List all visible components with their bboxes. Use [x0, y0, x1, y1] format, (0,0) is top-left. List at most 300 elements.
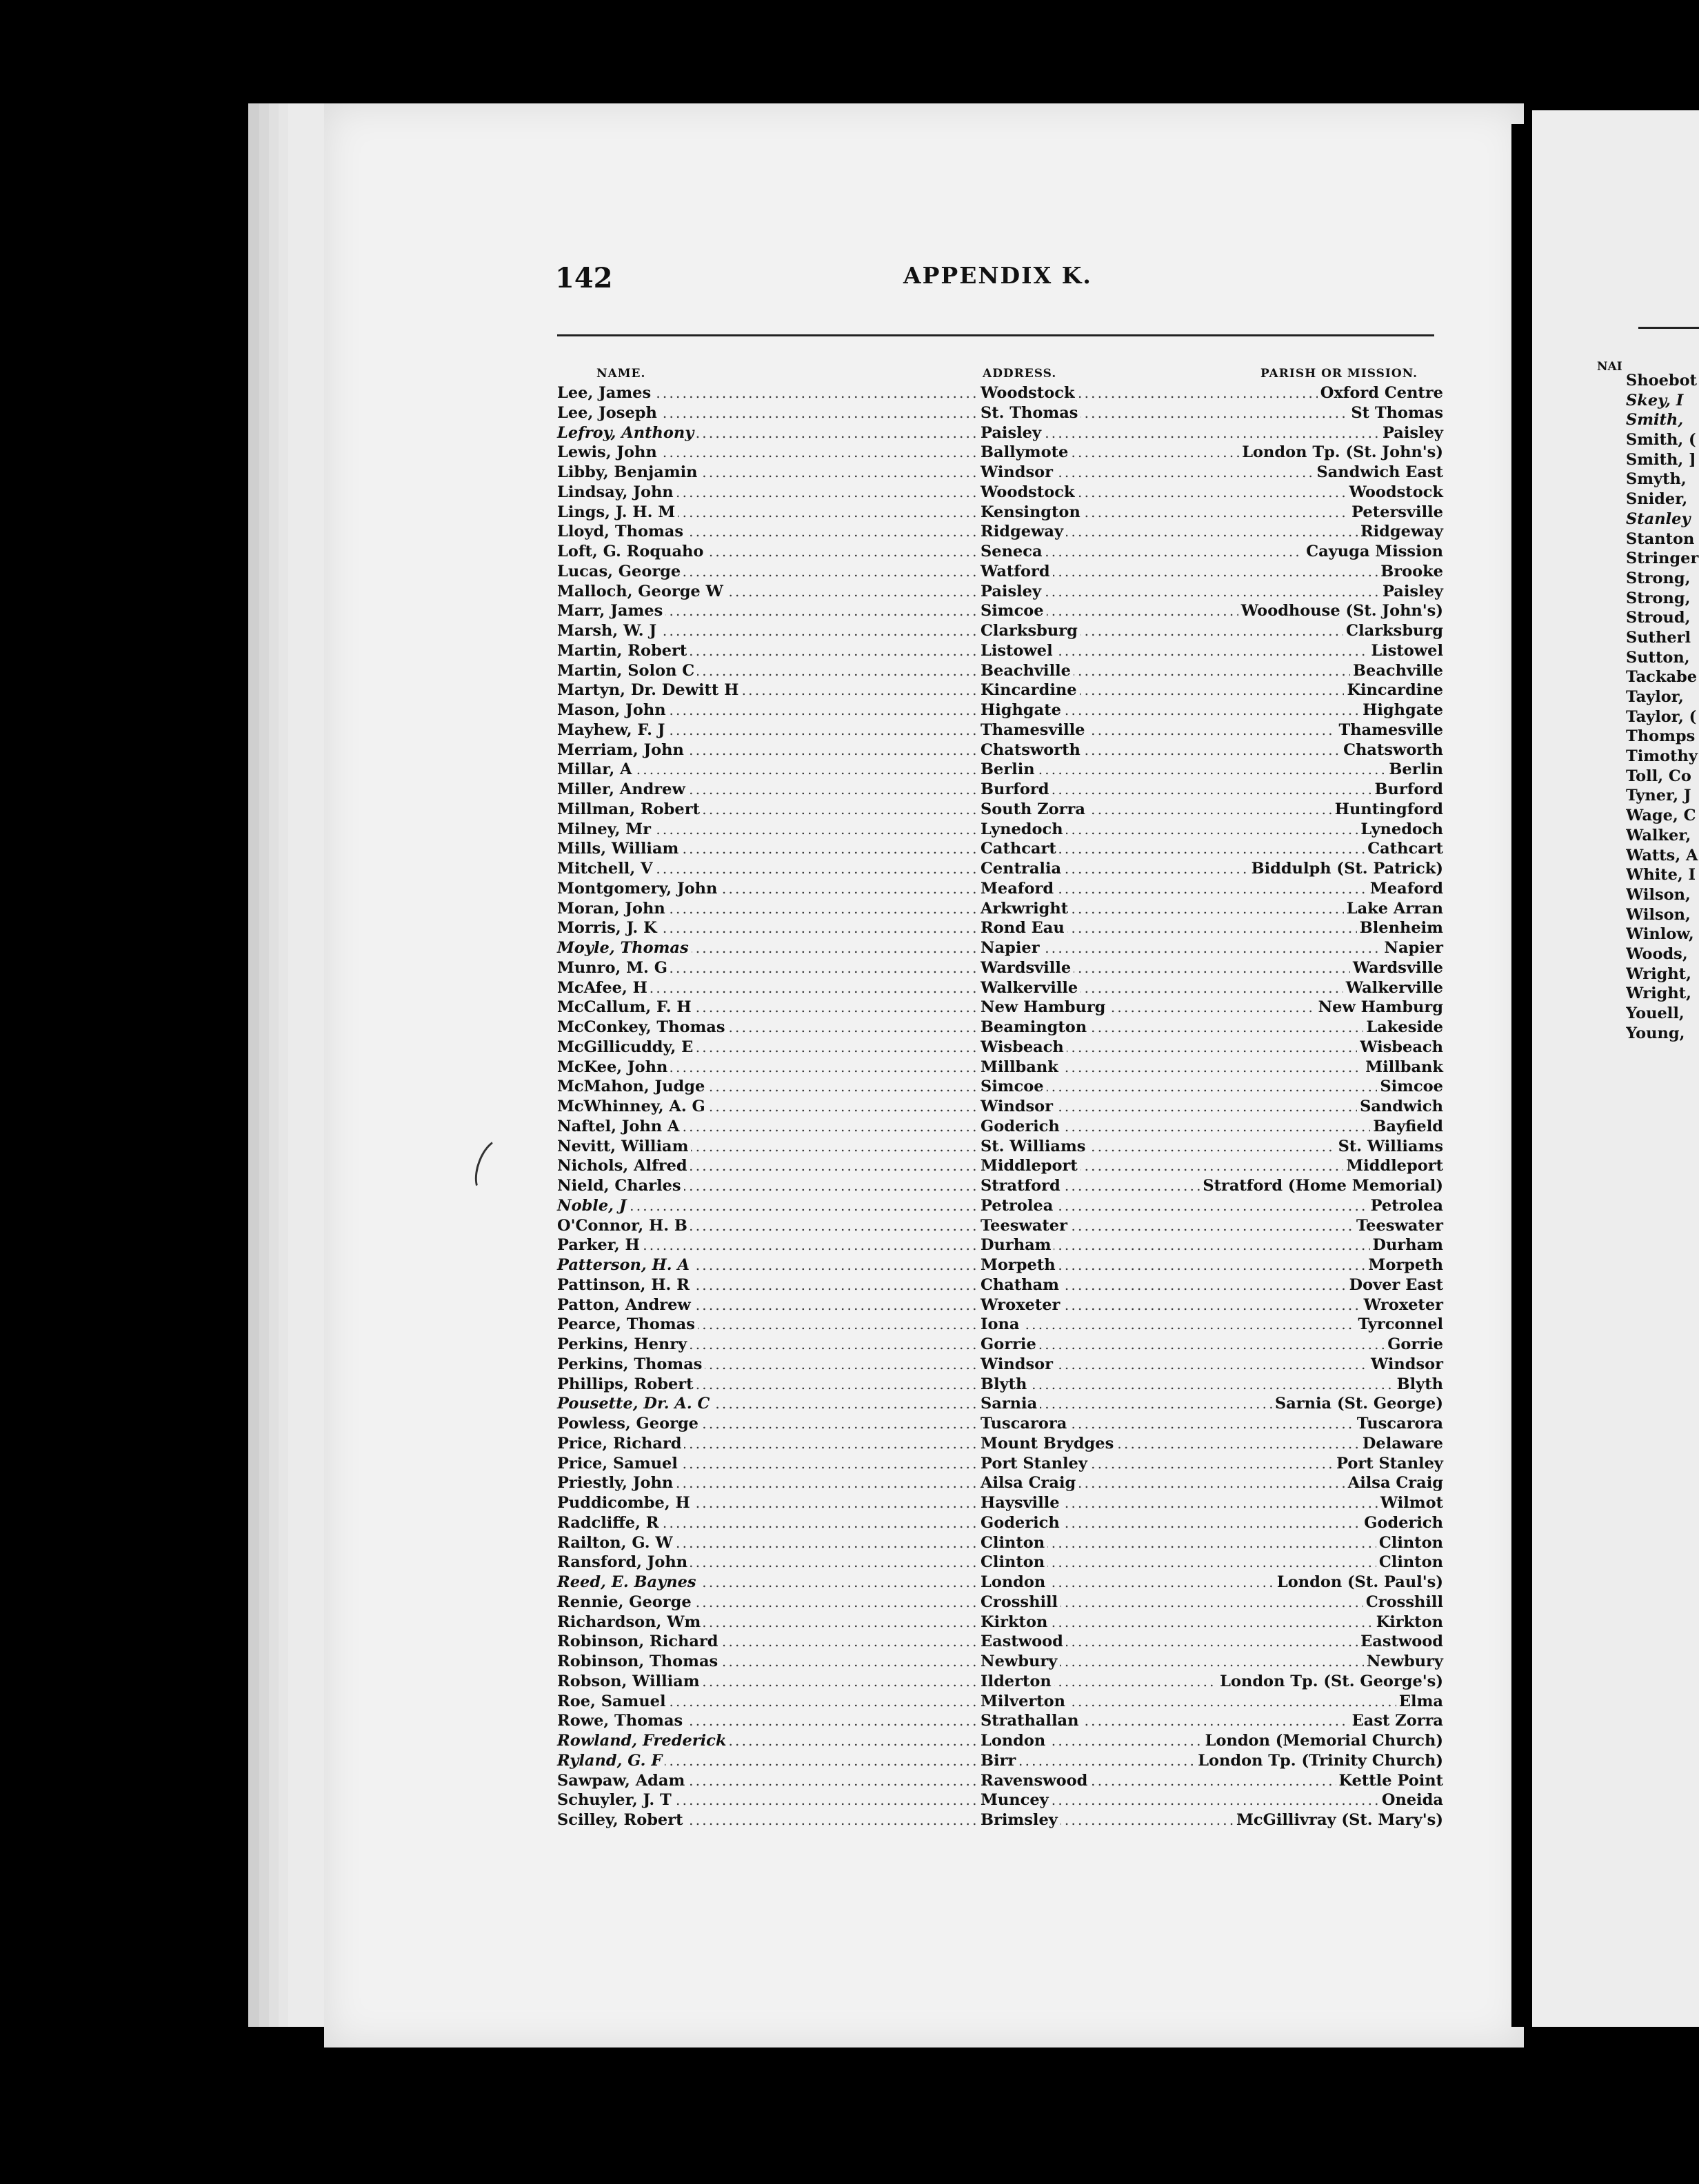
entry-parish: Dover East [1347, 1275, 1443, 1295]
right-page-entry: Sutton, [1626, 648, 1690, 667]
entry-parish: Teeswater [1354, 1216, 1443, 1236]
entry-list [557, 383, 1443, 1830]
entry-name: Millman, Robert [557, 800, 703, 820]
right-page-entry: Woods, [1626, 944, 1688, 963]
entry-address: Haysville [978, 1493, 1063, 1513]
entry-address: Mount Brydges [978, 1434, 1116, 1454]
entry-name: Patton, Andrew [557, 1295, 694, 1315]
entry-name: Patterson, H. A [557, 1255, 692, 1275]
entry-address: Kirkton [978, 1612, 1050, 1632]
entry-parish: Wisbeach [1357, 1038, 1443, 1058]
entry-parish: Napier [1381, 938, 1443, 958]
entry-name: Morris, J. K [557, 918, 660, 938]
table-row [557, 621, 1443, 641]
entry-parish: Lynedoch [1358, 820, 1443, 840]
entry-name: Schuyler, J. T [557, 1790, 674, 1810]
entry-name: Noble, J [557, 1196, 629, 1216]
entry-parish: Tyrconnel [1356, 1315, 1444, 1335]
page-header [555, 262, 1438, 303]
entry-name: Puddicombe, H [557, 1493, 693, 1513]
right-page-entry: Wright, [1626, 964, 1691, 983]
column-head-parish: PARISH OR MISSION. [1260, 367, 1418, 381]
table-row [557, 1355, 1443, 1375]
right-page-entry: Tyner, J [1626, 787, 1691, 805]
right-page-entry: Strong, [1626, 569, 1691, 587]
entry-name: Mills, William [557, 839, 681, 859]
table-row [557, 443, 1443, 463]
entry-name: Mayhew, F. J [557, 720, 667, 740]
table-row [557, 1672, 1443, 1692]
entry-name: Moran, John [557, 899, 668, 919]
table-row [557, 661, 1443, 681]
entry-name: O'Connor, H. B [557, 1216, 690, 1236]
entry-address: Kincardine [978, 680, 1080, 700]
table-row [557, 582, 1443, 602]
right-page-rule [1638, 327, 1699, 329]
entry-address: Centralia [978, 859, 1064, 879]
entry-parish: Stratford (Home Memorial) [1200, 1176, 1443, 1196]
right-page-column-head: NAI [1597, 360, 1622, 374]
right-page-entry: Taylor, ( [1626, 707, 1697, 726]
right-page-entry: Thomps [1626, 727, 1696, 746]
column-head-address: ADDRESS. [983, 367, 1057, 381]
entry-address: Wroxeter [978, 1295, 1063, 1315]
entry-name: Perkins, Thomas [557, 1355, 705, 1375]
table-row [557, 1593, 1443, 1612]
entry-address: Ravenswood [978, 1771, 1090, 1791]
entry-parish: Sandwich [1357, 1097, 1443, 1117]
entry-address: Muncey [978, 1790, 1052, 1810]
entry-name: Rennie, George [557, 1593, 694, 1612]
entry-name: Nield, Charles [557, 1176, 684, 1196]
entry-name: Lloyd, Thomas [557, 522, 686, 542]
entry-parish: Oxford Centre [1318, 383, 1443, 403]
entry-name: Martyn, Dr. Dewitt H [557, 680, 741, 700]
entry-name: Rowe, Thomas [557, 1711, 685, 1731]
right-page-entry: Snider, [1626, 490, 1688, 509]
entry-name: Radcliffe, R [557, 1513, 661, 1533]
table-row [557, 1652, 1443, 1672]
table-row [557, 720, 1443, 740]
entry-name: Martin, Solon C [557, 661, 697, 681]
entry-name: Price, Samuel [557, 1454, 681, 1474]
table-row [557, 423, 1443, 443]
entry-parish: Blyth [1394, 1375, 1443, 1395]
right-page-entry: Tackabe [1626, 668, 1698, 687]
entry-name: Ransford, John [557, 1553, 690, 1573]
entry-address: Beachville [978, 661, 1074, 681]
right-page-entry: Stringer [1626, 549, 1699, 568]
entry-address: Clinton [978, 1553, 1047, 1573]
table-row [557, 1473, 1443, 1493]
entry-name: McGillicuddy, E [557, 1038, 696, 1058]
entry-name: Pousette, Dr. A. C [557, 1394, 712, 1414]
entry-name: Ryland, G. F [557, 1751, 665, 1771]
running-title: APPENDIX K. [903, 262, 1092, 289]
entry-address: St. Williams [978, 1137, 1088, 1157]
right-page-entry: Smith, ] [1626, 450, 1696, 469]
entry-parish: McGillivray (St. Mary's) [1234, 1810, 1443, 1830]
table-row [557, 1117, 1443, 1137]
entry-name: Perkins, Henry [557, 1335, 690, 1355]
entry-name: Loft, G. Roquaho [557, 542, 706, 562]
table-row [557, 503, 1443, 523]
right-page-entry: Wilson, [1626, 905, 1691, 924]
entry-address: Listowel [978, 641, 1056, 661]
entry-parish: Petrolea [1368, 1196, 1443, 1216]
entry-name: Lefroy, Anthony [557, 423, 696, 443]
entry-name: Montgomery, John [557, 879, 720, 899]
entry-name: Milney, Mr [557, 820, 654, 840]
entry-parish: Berlin [1386, 760, 1443, 780]
entry-address: Brimsley [978, 1810, 1060, 1830]
entry-parish: London Tp. (St. John's) [1239, 443, 1443, 463]
table-row [557, 800, 1443, 820]
table-row [557, 1810, 1443, 1830]
table-row [557, 780, 1443, 800]
entry-parish: Brooke [1378, 562, 1443, 582]
entry-parish: Morpeth [1365, 1255, 1443, 1275]
table-row [557, 839, 1443, 859]
entry-parish: Lakeside [1363, 1018, 1443, 1038]
entry-name: Libby, Benjamin [557, 463, 701, 483]
entry-address: Walkerville [978, 978, 1080, 998]
right-page-entry: Wilson, [1626, 885, 1691, 904]
entry-name: McMahon, Judge [557, 1077, 707, 1097]
table-row [557, 1493, 1443, 1513]
table-row [557, 899, 1443, 919]
entry-name: Millar, A [557, 760, 634, 780]
table-row [557, 1156, 1443, 1176]
entry-name: Richardson, Wm [557, 1612, 703, 1632]
right-page-entry: Shoebot [1626, 372, 1698, 390]
entry-address: Berlin [978, 760, 1038, 780]
entry-address: Beamington [978, 1018, 1089, 1038]
entry-parish: Beachville [1350, 661, 1443, 681]
table-row [557, 958, 1443, 978]
entry-parish: Wilmot [1378, 1493, 1443, 1513]
right-page-entry: Winlow, [1626, 925, 1694, 944]
entry-address: Wisbeach [978, 1038, 1067, 1058]
entry-address: Clinton [978, 1533, 1047, 1553]
entry-address: Strathallan [978, 1711, 1081, 1731]
entry-address: Ballymote [978, 443, 1071, 463]
table-row [557, 1295, 1443, 1315]
right-page-entry: Strong, [1626, 589, 1691, 607]
entry-address: Teeswater [978, 1216, 1070, 1236]
table-row [557, 1235, 1443, 1255]
right-page-entry: Young, [1626, 1024, 1685, 1042]
table-row [557, 403, 1443, 423]
entry-address: Woodstock [978, 483, 1078, 503]
entry-parish: Cayuga Mission [1303, 542, 1443, 562]
right-page-entry: Stanton [1626, 529, 1695, 548]
entry-parish: Highgate [1360, 700, 1443, 720]
entry-parish: Blenheim [1357, 918, 1443, 938]
entry-name: Miller, Andrew [557, 780, 688, 800]
table-row [557, 641, 1443, 661]
table-row [557, 1771, 1443, 1791]
table-row [557, 1275, 1443, 1295]
entry-parish: Woodstock [1346, 483, 1443, 503]
right-page-entry: Smith, ( [1626, 431, 1696, 449]
entry-name: Powless, George [557, 1414, 701, 1434]
entry-name: Roe, Samuel [557, 1692, 669, 1712]
right-page-entry: Stroud, [1626, 609, 1691, 627]
table-row [557, 1434, 1443, 1454]
entry-name: Merriam, John [557, 740, 687, 760]
table-row [557, 1612, 1443, 1632]
entry-parish: Meaford [1367, 879, 1443, 899]
table-row [557, 760, 1443, 780]
table-row [557, 1077, 1443, 1097]
entry-parish: Goderich [1361, 1513, 1443, 1533]
entry-address: Seneca [978, 542, 1045, 562]
table-row [557, 1731, 1443, 1751]
entry-address: Meaford [978, 879, 1056, 899]
table-row [557, 1038, 1443, 1058]
entry-address: Lynedoch [978, 820, 1066, 840]
entry-address: New Hamburg [978, 998, 1108, 1018]
entry-parish: Newbury [1364, 1652, 1443, 1672]
entry-address: Stratford [978, 1176, 1063, 1196]
table-row [557, 562, 1443, 582]
right-page-entry: Sutherl [1626, 628, 1691, 647]
table-row [557, 820, 1443, 840]
entry-address: Cathcart [978, 839, 1059, 859]
entry-address: Birr [978, 1751, 1018, 1771]
entry-parish: St Thomas [1348, 403, 1443, 423]
right-page-entry: Walker, [1626, 826, 1691, 845]
table-row [557, 1018, 1443, 1038]
column-head-name: NAME. [596, 367, 646, 381]
entry-parish: London (St. Paul's) [1274, 1573, 1443, 1593]
entry-name: McCallum, F. H [557, 998, 694, 1018]
entry-name: Lucas, George [557, 562, 683, 582]
entry-address: Clarksburg [978, 621, 1080, 641]
entry-address: Blyth [978, 1375, 1029, 1395]
right-page-entry: Toll, Co [1626, 767, 1691, 785]
entry-parish: Bayfield [1370, 1117, 1443, 1137]
entry-address: Kensington [978, 503, 1083, 523]
entry-parish: Middleport [1343, 1156, 1443, 1176]
right-page-entry: Taylor, [1626, 688, 1684, 706]
table-row [557, 601, 1443, 621]
entry-address: Morpeth [978, 1255, 1058, 1275]
table-row [557, 700, 1443, 720]
entry-parish: St. Williams [1336, 1137, 1443, 1157]
table-row [557, 918, 1443, 938]
entry-parish: Millbank [1363, 1058, 1443, 1078]
entry-parish: New Hamburg [1316, 998, 1443, 1018]
table-row [557, 1751, 1443, 1771]
entry-parish: Paisley [1380, 423, 1443, 443]
entry-address: Paisley [978, 423, 1044, 443]
entry-parish: East Zorra [1349, 1711, 1443, 1731]
entry-name: Price, Richard [557, 1434, 684, 1454]
entry-address: Simcoe [978, 1077, 1047, 1097]
entry-address: Rond Eau [978, 918, 1067, 938]
entry-parish: Port Stanley [1334, 1454, 1443, 1474]
entry-name: Parker, H [557, 1235, 643, 1255]
page-number: 142 [555, 262, 613, 294]
entry-name: Rowland, Frederick [557, 1731, 729, 1751]
entry-address: Ailsa Craig [978, 1473, 1078, 1493]
entry-parish: Wroxeter [1361, 1295, 1443, 1315]
entry-address: Goderich [978, 1117, 1063, 1137]
entry-parish: Listowel [1368, 641, 1443, 661]
entry-address: Eastwood [978, 1632, 1066, 1652]
table-row [557, 1454, 1443, 1474]
entry-address: South Zorra [978, 800, 1088, 820]
entry-address: Tuscarora [978, 1414, 1069, 1434]
entry-name: Marr, James [557, 601, 665, 621]
entry-address: Windsor [978, 1097, 1056, 1117]
right-page-entry-list [1626, 371, 1699, 1043]
entry-name: Lings, J. H. M [557, 503, 678, 523]
entry-parish: Thamesville [1336, 720, 1443, 740]
right-page-entry: Timothy [1626, 747, 1698, 766]
entry-name: Martin, Robert [557, 641, 690, 661]
entry-address: Simcoe [978, 601, 1047, 621]
entry-parish: London Tp. (Trinity Church) [1195, 1751, 1443, 1771]
table-row [557, 1097, 1443, 1117]
table-row [557, 1513, 1443, 1533]
entry-address: Goderich [978, 1513, 1063, 1533]
entry-parish: Lake Arran [1344, 899, 1443, 919]
entry-address: Arkwright [978, 899, 1071, 919]
entry-address: Wardsville [978, 958, 1074, 978]
right-page-entry: Wright, [1626, 984, 1691, 1003]
entry-address: Durham [978, 1235, 1054, 1255]
entry-address: Milverton [978, 1692, 1068, 1712]
entry-name: Robson, William [557, 1672, 703, 1692]
table-row [557, 463, 1443, 483]
table-row [557, 1533, 1443, 1553]
entry-address: Port Stanley [978, 1454, 1090, 1474]
table-row [557, 1058, 1443, 1078]
entry-address: Watford [978, 562, 1053, 582]
right-page-entry: Youell, [1626, 1004, 1685, 1022]
entry-name: McConkey, Thomas [557, 1018, 728, 1038]
entry-address: Sarnia [978, 1394, 1040, 1414]
entry-name: McWhinney, A. G [557, 1097, 708, 1117]
table-row [557, 483, 1443, 503]
entry-address: Windsor [978, 1355, 1056, 1375]
entry-parish: Delaware [1360, 1434, 1443, 1454]
entry-parish: Paisley [1380, 582, 1443, 602]
entry-address: Millbank [978, 1058, 1061, 1078]
entry-name: Marsh, W. J [557, 621, 659, 641]
table-row [557, 1137, 1443, 1157]
entry-parish: Clinton [1376, 1533, 1443, 1553]
entry-parish: Ailsa Craig [1345, 1473, 1443, 1493]
entry-parish: Wardsville [1350, 958, 1443, 978]
entry-parish: Elma [1396, 1692, 1443, 1712]
entry-name: McAfee, H [557, 978, 650, 998]
entry-name: Mitchell, V [557, 859, 655, 879]
table-row [557, 1692, 1443, 1712]
right-page-entry: Watts, A [1626, 846, 1698, 865]
table-row [557, 680, 1443, 700]
entry-parish: Crosshill [1363, 1593, 1443, 1612]
entry-address: Paisley [978, 582, 1044, 602]
entry-address: Middleport [978, 1156, 1080, 1176]
table-row [557, 859, 1443, 879]
entry-parish: Clinton [1376, 1553, 1443, 1573]
entry-name: Mason, John [557, 700, 669, 720]
table-row [557, 1335, 1443, 1355]
table-row [557, 938, 1443, 958]
entry-address: Chatham [978, 1275, 1062, 1295]
table-row [557, 1790, 1443, 1810]
table-row [557, 879, 1443, 899]
entry-address: Crosshill [978, 1593, 1060, 1612]
book-gutter [1511, 124, 1532, 2027]
entry-name: Scilley, Robert [557, 1810, 686, 1830]
table-row [557, 978, 1443, 998]
entry-parish: Burford [1371, 780, 1443, 800]
entry-address: Newbury [978, 1652, 1060, 1672]
table-row [557, 522, 1443, 542]
entry-address: Highgate [978, 700, 1064, 720]
header-rule [557, 334, 1434, 336]
entry-name: Munro, M. G [557, 958, 670, 978]
entry-name: Moyle, Thomas [557, 938, 692, 958]
entry-address: Ilderton [978, 1672, 1054, 1692]
entry-parish: Biddulph (St. Patrick) [1249, 859, 1443, 879]
entry-parish: Windsor [1368, 1355, 1443, 1375]
table-row [557, 998, 1443, 1018]
entry-address: St. Thomas [978, 403, 1080, 423]
entry-parish: Chatsworth [1340, 740, 1443, 760]
table-row [557, 383, 1443, 403]
entry-address: Iona [978, 1315, 1022, 1335]
entry-name: Malloch, George W [557, 582, 726, 602]
entry-name: Nichols, Alfred [557, 1156, 690, 1176]
table-row [557, 1414, 1443, 1434]
entry-name: Lee, James [557, 383, 654, 403]
entry-parish: Durham [1370, 1235, 1443, 1255]
entry-name: Pearce, Thomas [557, 1315, 698, 1335]
entry-name: Phillips, Robert [557, 1375, 696, 1395]
entry-parish: Kirkton [1374, 1612, 1443, 1632]
table-row [557, 1711, 1443, 1731]
entry-parish: Woodhouse (St. John's) [1238, 601, 1443, 621]
entry-name: Robinson, Richard [557, 1632, 721, 1652]
entry-parish: Petersville [1349, 503, 1443, 523]
entry-address: Woodstock [978, 383, 1078, 403]
table-row [557, 1176, 1443, 1196]
table-row [557, 1394, 1443, 1414]
entry-parish: Kincardine [1344, 680, 1443, 700]
entry-parish: London (Memorial Church) [1203, 1731, 1443, 1751]
table-row [557, 1573, 1443, 1593]
entry-address: Ridgeway [978, 522, 1066, 542]
entry-name: Nevitt, William [557, 1137, 691, 1157]
entry-parish: Eastwood [1358, 1632, 1443, 1652]
entry-address: London [978, 1573, 1048, 1593]
right-page-entry: Wage, C [1626, 807, 1696, 825]
entry-address: Gorrie [978, 1335, 1039, 1355]
entry-address: Petrolea [978, 1196, 1056, 1216]
table-row [557, 1375, 1443, 1395]
entry-name: Lee, Joseph [557, 403, 660, 423]
table-row [557, 1216, 1443, 1236]
entry-name: Naftel, John A [557, 1117, 682, 1137]
entry-parish: Oneida [1379, 1790, 1443, 1810]
table-row [557, 1255, 1443, 1275]
